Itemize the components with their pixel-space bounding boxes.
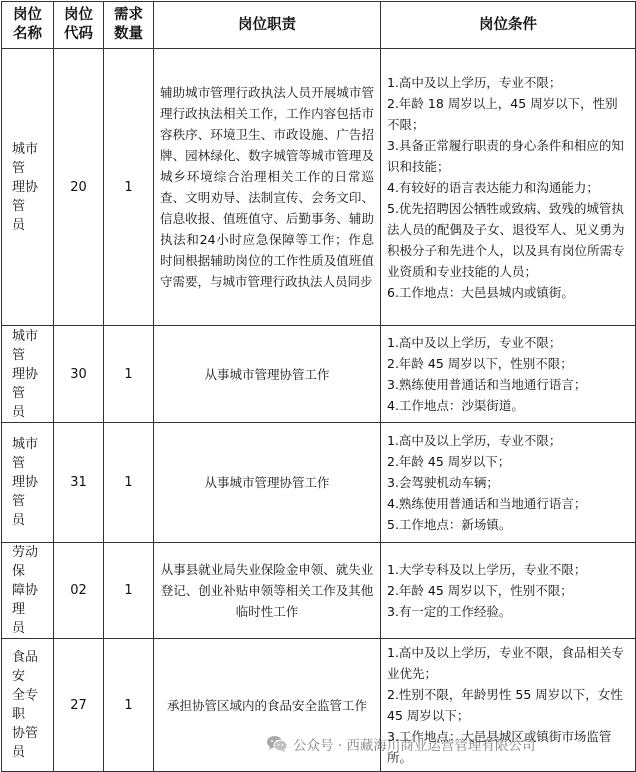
position-duty: 从事城市管理协管工作 xyxy=(154,423,381,543)
position-requirements xyxy=(381,326,636,423)
requirement-item: 1.高中及以上学历，专业不限； xyxy=(387,335,562,350)
position-requirements xyxy=(381,423,636,543)
header-name: 岗位 名称 xyxy=(2,2,54,49)
requirement-item: 2.性别不限，年龄男性 55 周岁以下，女性 45 周岁以下； xyxy=(387,687,623,723)
requirement-item: 3.熟练使用普通话和当地通行语言； xyxy=(387,377,587,392)
position-duty: 辅助城市管理行政执法人员开展城市管理行政执法相关工作，工作内容包括市容秩序、环境卫生、市政设施、广告招牌、园林绿化、数字城管等城市管理及城乡环境综合治理相关工作的日常巡查、文明劝导、法制宣传、会务文印、信息收报、值班值守、后勤事务、辅助执法和24小时应急保障等工作；作息时间根据辅助岗位的工作性质及值班值守需要，与城市管理行政执法人员同步 xyxy=(154,49,381,326)
position-name: 城市管 理协管 员 xyxy=(2,326,54,423)
header-req: 岗位条件 xyxy=(381,2,636,49)
requirement-item: 6.工作地点：大邑县城内或镇街。 xyxy=(387,284,574,300)
header-code: 岗位 代码 xyxy=(54,2,104,49)
requirement-item: 1.大学专科及以上学历，专业不限； xyxy=(387,562,587,577)
position-duty: 承担协管区域内的食品安全监管工作 xyxy=(154,639,381,772)
wechat-icon xyxy=(266,735,288,753)
requirement-item: 2.年龄 18 周岁以上，45 周岁以下，性别不限； xyxy=(387,95,618,132)
requirement-item: 5.优先招聘因公牺牲或致病、致残的城管执法人员的配偶及子女、退役军人、见义勇为积极分子和先进个人，以及具有岗位所需专业资质和专业技能的人员； xyxy=(387,200,625,279)
position-duty: 从事城市管理协管工作 xyxy=(154,326,381,423)
position-count: 1 xyxy=(104,49,154,326)
requirement-item: 2.年龄 45 周岁以下，性别不限； xyxy=(387,356,573,371)
requirement-item: 2.年龄 45 周岁以下，性别不限； xyxy=(387,583,573,598)
watermark-text: 公众号 · 西藏海川商业运营管理有限公司 xyxy=(293,738,536,754)
header-row xyxy=(2,2,636,49)
header-count: 需求 数量 xyxy=(104,2,154,49)
position-requirements xyxy=(381,49,636,326)
requirement-item: 4.熟练使用普通话和当地通行语言； xyxy=(387,496,587,511)
position-count: 1 xyxy=(104,543,154,639)
requirement-item: 4.有较好的语言表达能力和沟通能力； xyxy=(387,179,599,195)
position-name: 城市管 理协管 员 xyxy=(2,423,54,543)
position-duty: 从事县就业局失业保险金申领、就失业登记、创业补贴申领等相关工作及其他临时性工作 xyxy=(154,543,381,639)
table-row xyxy=(2,49,636,326)
requirement-item: 3.工作地点：大邑县城区或镇街市场监管所。 xyxy=(387,729,612,765)
requirement-item: 2.年龄 45 周岁以下； xyxy=(387,454,511,469)
position-code: 02 xyxy=(54,543,104,639)
position-count: 1 xyxy=(104,423,154,543)
requirement-item: 4.工作地点：沙渠街道。 xyxy=(387,398,524,413)
header-duty: 岗位职责 xyxy=(154,2,381,49)
position-requirements xyxy=(381,543,636,639)
requirement-item: 3.有一定的工作经验。 xyxy=(387,604,512,619)
table-row xyxy=(2,543,636,639)
requirement-item: 1.高中及以上学历，专业不限； xyxy=(387,74,562,90)
requirement-item: 3.具备正常履行职责的身心条件和相应的知识和技能； xyxy=(387,137,624,174)
wechat-watermark xyxy=(266,734,535,754)
position-code: 27 xyxy=(54,639,104,772)
position-name: 食品安 全专职 协管员 xyxy=(2,639,54,772)
position-name: 劳动保 障协理 员 xyxy=(2,543,54,639)
table-row xyxy=(2,326,636,423)
requirement-item: 1.高中及以上学历，专业不限； xyxy=(387,433,562,448)
position-code: 31 xyxy=(54,423,104,543)
requirement-item: 5.工作地点：新场镇。 xyxy=(387,517,512,532)
position-name: 城市管 理协管 员 xyxy=(2,49,54,326)
requirement-item: 3.会驾驶机动车辆； xyxy=(387,475,499,490)
position-code: 20 xyxy=(54,49,104,326)
table-row xyxy=(2,423,636,543)
position-count: 1 xyxy=(104,326,154,423)
position-code: 30 xyxy=(54,326,104,423)
requirement-item: 1.高中及以上学历，专业不限，食品相关专业优先； xyxy=(387,645,624,681)
position-count: 1 xyxy=(104,639,154,772)
jobs-table xyxy=(1,1,636,772)
